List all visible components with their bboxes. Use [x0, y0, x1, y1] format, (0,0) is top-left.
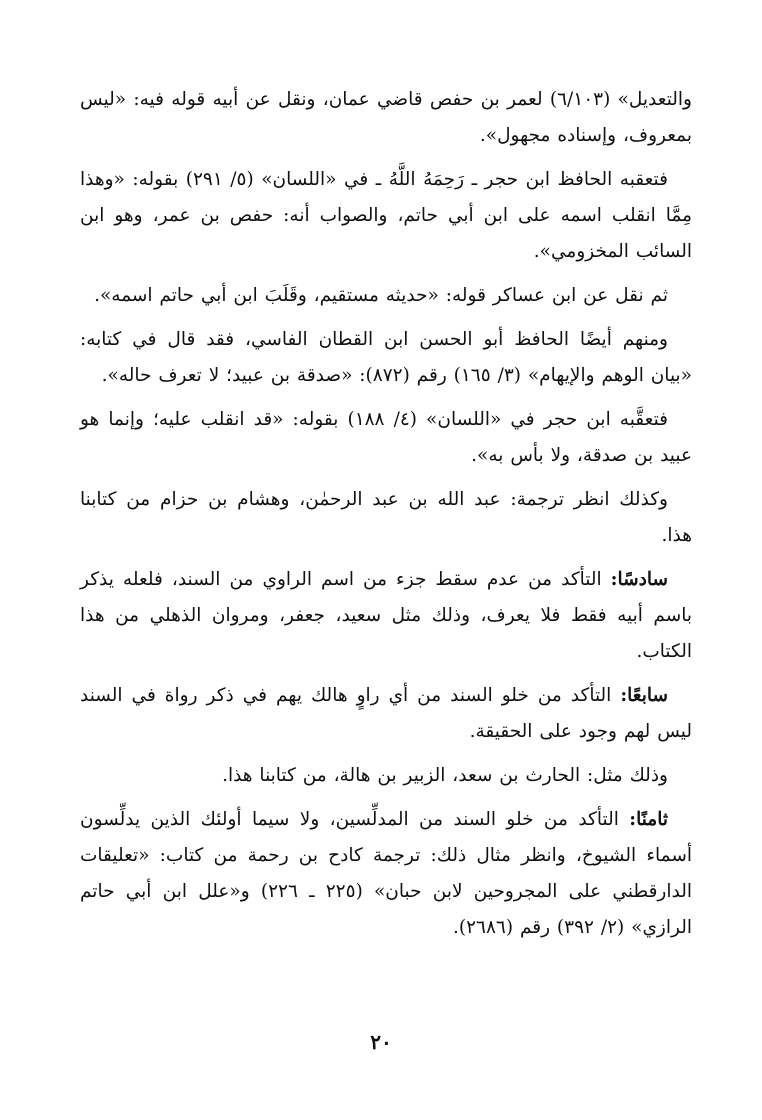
- paragraph-ibn-asakir-quote: ثم نقل عن ابن عساكر قوله: «حديثه مستقيم، وقَلَبَ ابن أبي حاتم اسمه».: [94, 285, 668, 306]
- list-item-label: سابعًا:: [620, 685, 668, 706]
- list-item-label: ثامنًا:: [629, 809, 668, 830]
- list-item-text: التأكد من عدم سقط جزء من اسم الراوي من السند، فلعله يذكر باسم أبيه فقط فلا يعرف، وذلك مثل سعيد، جعفر، ومروان الذهلي من هذا الكتاب.: [80, 569, 692, 662]
- list-item-seventh: [80, 678, 692, 750]
- paragraph-continuation: والتعديل» (٦/١٠٣) لعمر بن حفص قاضي عمان، ونقل عن أبيه قوله فيه: «ليس بمعروف، وإسناده مجهول».: [80, 89, 692, 146]
- list-item-sixth: [80, 562, 692, 670]
- paragraph-example: وذلك مثل: الحارث بن سعد، الزبير بن هالة، من كتابنا هذا.: [222, 765, 668, 786]
- list-item-text: التأكد من خلو السند من أي راوٍ هالك يهم في ذكر رواة في السند ليس لهم وجود على الحقيقة.: [80, 685, 692, 742]
- paragraph-ibn-al-qattan: ومنهم أيضًا الحافظ أبو الحسن ابن القطان الفاسي، فقد قال في كتابه: «بيان الوهم والإيهام» (٣/ ١٦٥) رقم (٨٧٢): «صدقة بن عبيد؛ لا تعرف حاله».: [80, 329, 692, 386]
- list-item-text: التأكد من خلو السند من المدلِّسين، ولا سيما أولئك الذين يدلِّسون أسماء الشيوخ، وانظر مثال ذلك: ترجمة كادح بن رحمة من كتاب: «تعليقات الدارقطني على المجروحين لابن حبان» (٢٢٥ ـ ٢٢٦) و«علل ابن أبي حاتم الرازي» (٢/ ٣٩٢) رقم (٢٦٨٦).: [80, 809, 692, 938]
- paragraph-ibn-hajar-lisan: فتعقَّبه ابن حجر في «اللسان» (٤/ ١٨٨) بقوله: «قد انقلب عليه؛ وإنما هو عبيد بن صدقة، ولا بأس به».: [80, 409, 692, 466]
- page-number: ٢٠: [370, 1030, 392, 1054]
- list-item-label: سادسًا:: [610, 569, 668, 590]
- list-item-eighth: [80, 802, 692, 946]
- paragraph-see-also: وكذلك انظر ترجمة: عبد الله بن عبد الرحمٰن، وهشام بن حزام من كتابنا هذا.: [80, 489, 692, 546]
- page-body: [80, 82, 692, 954]
- paragraph-ibn-hajar-correction: فتعقبه الحافظ ابن حجر ـ رَحِمَهُ اللَّهُ ـ في «اللسان» (٥/ ٢٩١) بقوله: «وهذا مِمَّا انقلب اسمه على ابن أبي حاتم، والصواب أنه: حفص بن عمر، وهو ابن السائب المخزومي».: [80, 169, 692, 262]
